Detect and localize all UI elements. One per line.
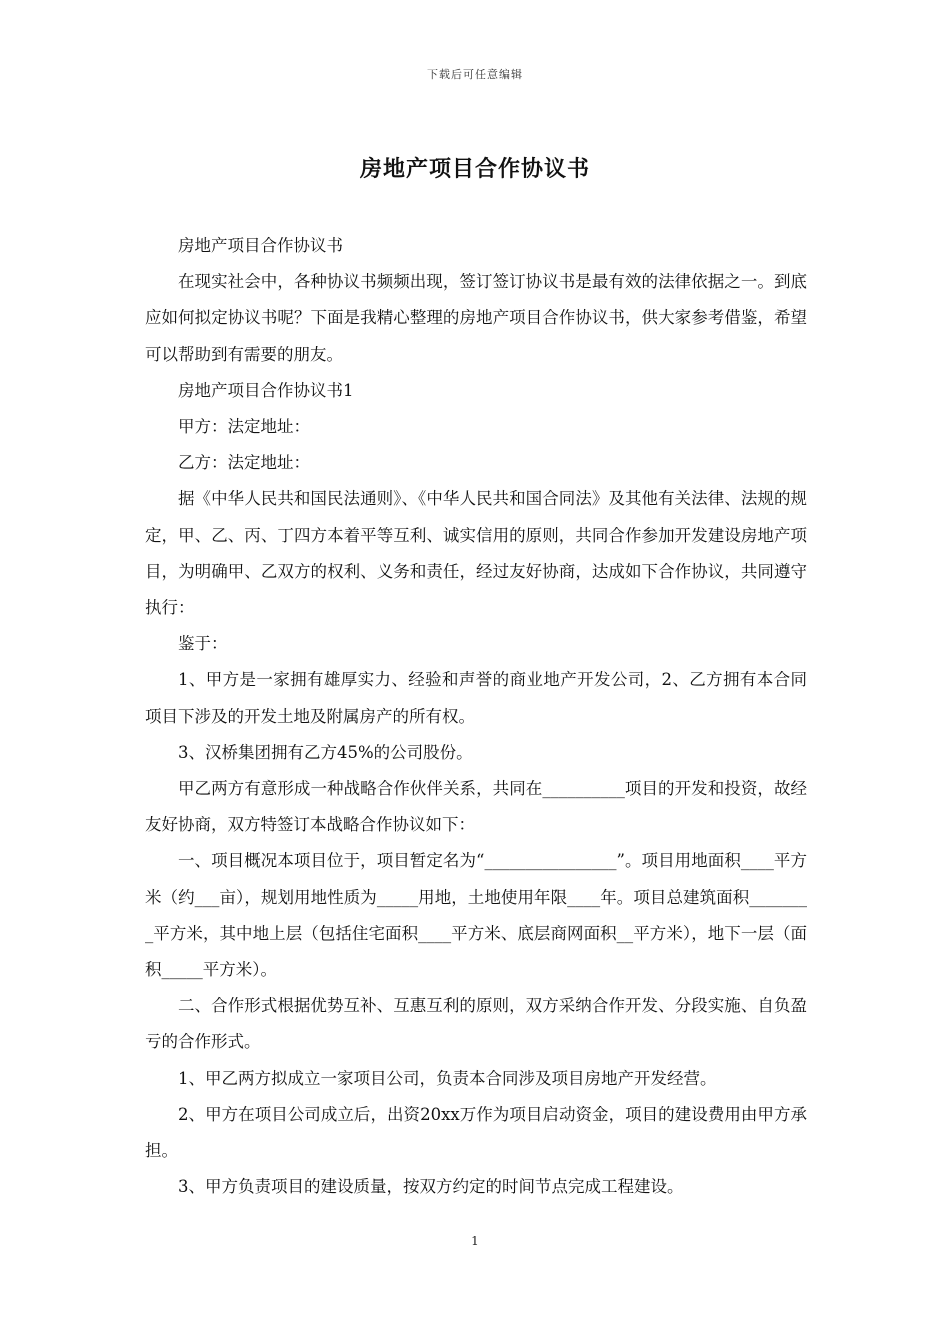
- body-paragraph: 二、合作形式根据优势互补、互惠互利的原则，双方采纳合作开发、分段实施、自负盈亏的合作形式。: [145, 996, 807, 1052]
- body-paragraph: 甲乙两方有意形成一种战略合作伙伴关系，共同在__________项目的开发和投资，故经友好协商，双方特签订本战略合作协议如下：: [145, 779, 807, 835]
- body-paragraph: 1、甲乙两方拟成立一家项目公司，负责本合同涉及项目房地产开发经营。: [178, 1068, 717, 1088]
- body-paragraph: 2、甲方在项目公司成立后，出资20xx万作为项目启动资金，项目的建设费用由甲方承担。: [145, 1104, 807, 1161]
- body-paragraph: 鉴于：: [178, 634, 228, 654]
- document-title: 房地产项目合作协议书: [359, 156, 590, 182]
- body-paragraph: 甲方：法定地址：: [178, 417, 310, 437]
- body-paragraph: 3、汉桥集团拥有乙方45%的公司股份。: [178, 742, 473, 762]
- body-paragraph: 1、甲方是一家拥有雄厚实力、经验和声誉的商业地产开发公司，2、乙方拥有本合同项目下涉及的开发土地及附属房产的所有权。: [145, 670, 807, 726]
- body-paragraph: 在现实社会中，各种协议书频频出现，签订签订协议书是最有效的法律依据之一。到底应如何拟定协议书呢？下面是我精心整理的房地产项目合作协议书，供大家参考借鉴，希望可以帮助到有需要的朋友。: [145, 272, 807, 364]
- page-number: 1: [471, 1234, 479, 1248]
- body-paragraph: 房地产项目合作协议书: [178, 236, 343, 255]
- body-paragraph: 据《中华人民共和国民法通则》、《中华人民共和国合同法》及其他有关法律、法规的规定，甲、乙、丙、丁四方本着平等互利、诚实信用的原则，共同合作参加开发建设房地产项目，为明确甲、乙双方的权利、义务和责任，经过友好协商，达成如下合作协议，共同遵守执行：: [145, 489, 807, 618]
- body-paragraph: 3、甲方负责项目的建设质量，按双方约定的时间节点完成工程建设。: [178, 1177, 684, 1197]
- page-header-note: 下载后可任意编辑: [427, 68, 523, 81]
- body-paragraph: 乙方：法定地址：: [178, 453, 310, 473]
- body-paragraph: 一、项目概况本项目位于，项目暂定名为“________________”。项目用地面积____平方米（约___亩），规划用地性质为_____用地，土地使用年限____年。项目总建筑面积________平方米，其中地上层（包括住宅面积____平方米、底层商网面积__平方米），地下一层（面积_____平方米）。: [145, 851, 807, 980]
- document-body: [145, 228, 807, 1205]
- body-paragraph: 房地产项目合作协议书1: [178, 380, 354, 400]
